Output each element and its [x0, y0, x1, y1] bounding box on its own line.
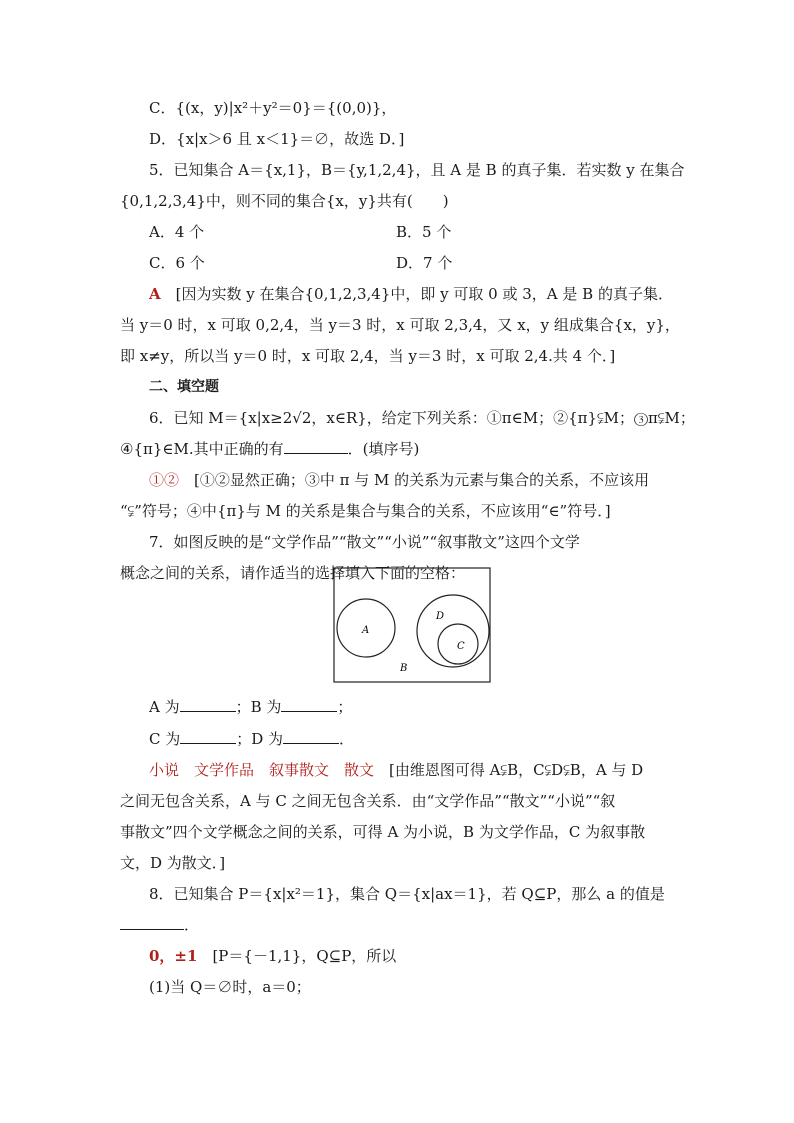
answer-8-line-2: (1)当 Q＝∅时，a＝0；: [149, 978, 311, 996]
answer-5-label: A: [149, 285, 161, 303]
blank-c: [180, 729, 236, 744]
answer-7-line-4: 文，D 为散文．]: [120, 854, 226, 872]
answer-5-line-2: 当 y＝0 时，x 可取 0,2,4，当 y＝3 时，x 可取 2,3,4，又 x，y 组成集合{x，y}，: [120, 316, 680, 334]
answer-blank-8: [120, 915, 184, 930]
answer-7-line-2: 之间无包含关系，A 与 C 之间无包含关系．由“文学作品”“散文”“小说”“叙: [120, 792, 616, 810]
question-5-line-2: {0,1,2,3,4}中，则不同的集合{x，y}共有( ): [120, 192, 449, 210]
choice-a: A．4 个: [149, 223, 205, 241]
section-heading: 二、填空题: [149, 379, 219, 395]
answer-6-label: ①②: [149, 471, 180, 489]
blank-d: [283, 729, 339, 744]
answer-7-label: 小说 文学作品 叙事散文 散文: [149, 761, 375, 779]
question-6-line-1: 6．已知 M＝{x|x≥2√2，x∈R}，给定下列关系：①π∈M；②{π}⫋M；③π⫋M；: [149, 409, 695, 427]
fill-line-cd: C 为 ；D 为 ．: [149, 730, 355, 748]
blank-a: [180, 697, 236, 712]
answer-6-line-2: “⫋”符号；④中{π}与 M 的关系是集合与集合的关系，不应该用“∈”符号．]: [120, 502, 611, 520]
question-8-line-2: ．: [120, 915, 199, 935]
question-5-line-1: 5．已知集合 A＝{x,1}，B＝{y,1,2,4}，且 A 是 B 的真子集．若实数 y 在集合: [149, 161, 685, 179]
answer-7-line-1: 小说 文学作品 叙事散文 散文 [由维恩图可得 A⫋B，C⫋D⫋B，A 与 D: [149, 761, 644, 779]
answer-8-label: 0，±1: [149, 947, 198, 965]
option-d-line: D．{x|x＞6 且 x＜1}＝∅，故选 D．]: [149, 130, 405, 148]
blank-b: [281, 697, 337, 712]
question-6-line-2: ④{π}∈M.其中正确的有 ．(填序号): [120, 440, 420, 458]
venn-label-d: D: [436, 611, 445, 622]
choice-b: B．5 个: [396, 223, 452, 241]
answer-5-line-1: [149, 284, 673, 304]
choice-d: D．7 个: [396, 254, 453, 272]
answer-blank: [284, 439, 348, 454]
venn-circle-d: [417, 595, 489, 667]
venn-label-b: B: [400, 663, 408, 674]
answer-5-line-3: 即 x≠y，所以当 y＝0 时，x 可取 2,4，当 y＝3 时，x 可取 2,4.共 4 个．]: [120, 347, 616, 365]
option-c-line: C．{(x，y)|x²＋y²＝0}＝{(0,0)}，: [149, 99, 397, 117]
answer-8-line-1: 0，±1 [P＝{－1,1}，Q⊆P，所以: [149, 947, 397, 965]
venn-label-c: C: [457, 641, 465, 652]
answer-7-line-3: 事散文”四个文学概念之间的关系，可得 A 为小说，B 为文学作品，C 为叙事散: [120, 823, 646, 841]
venn-label-a: A: [362, 625, 370, 636]
choice-c: C．6 个: [149, 254, 205, 272]
question-7-line-1: 7．如图反映的是“文学作品”“散文”“小说”“叙事散文”这四个文学: [149, 533, 580, 551]
fill-line-ab: A 为 ；B 为 ；: [149, 698, 353, 716]
question-7-line-2: 概念之间的关系，请作适当的选择填入下面的空格：: [120, 564, 466, 582]
venn-diagram: [333, 567, 491, 683]
answer-6-line-1: ①② [①②显然正确；③中 π 与 M 的关系为元素与集合的关系，不应该用: [149, 471, 650, 489]
question-8-line-1: 8．已知集合 P＝{x|x²＝1}，集合 Q＝{x|ax＝1}，若 Q⊆P，那么 a 的值是: [149, 885, 665, 903]
answer-5-text: [因为实数 y 在集合{0,1,2,3,4}中，即 y 可取 0 或 3，A 是 B 的真子集．: [160, 285, 673, 303]
